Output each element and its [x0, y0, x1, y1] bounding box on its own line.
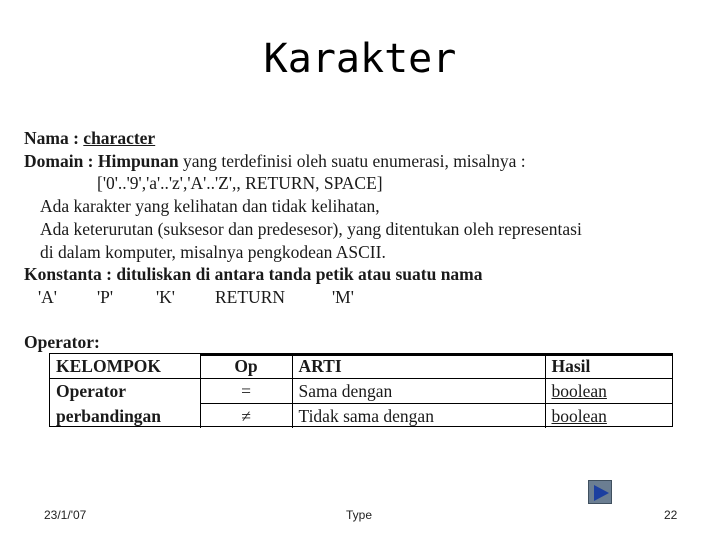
- konstanta-value: 'P': [97, 287, 114, 307]
- next-slide-button[interactable]: [588, 480, 612, 504]
- header-hasil: Hasil: [545, 354, 672, 379]
- konstanta-value: RETURN: [215, 287, 285, 307]
- hasil-cell: boolean: [545, 404, 672, 429]
- header-op: Op: [200, 354, 292, 379]
- group-line-2: perbandingan: [56, 405, 162, 426]
- group-line-1: Operator: [56, 381, 126, 402]
- konstanta-label: Konstanta : dituliskan di antara tanda petik atau suatu nama: [24, 264, 483, 284]
- nama-line: [24, 128, 155, 149]
- operator-table: [49, 353, 673, 427]
- order-line: Ada keterurutan (suksesor dan predesesor), yang ditentukan oleh representasi: [40, 219, 582, 239]
- header-arti: ARTI: [292, 354, 545, 379]
- footer-page-number: 22: [664, 508, 678, 522]
- hasil-cell: boolean: [545, 379, 672, 404]
- nama-value: character: [83, 128, 156, 148]
- footer-center: Type: [346, 508, 373, 522]
- domain-line: [24, 151, 526, 172]
- nama-label: Nama :: [24, 128, 84, 148]
- operator-table-grid: [50, 354, 672, 428]
- header-kelompok: KELOMPOK: [50, 354, 200, 379]
- arti-cell: Sama dengan: [292, 379, 545, 404]
- op-cell: ≠: [200, 404, 292, 429]
- arti-cell: Tidak sama dengan: [292, 404, 545, 429]
- slide-title: Karakter: [263, 36, 457, 82]
- table-row: [50, 379, 672, 404]
- play-next-icon: [592, 484, 610, 502]
- konstanta-value: 'M': [332, 287, 354, 307]
- domain-enum: ['0'..'9','a'..'z','A'..'Z',, RETURN, SPACE]: [97, 173, 383, 193]
- konstanta-value: 'A': [38, 287, 57, 307]
- domain-label: Domain : Himpunan: [24, 151, 179, 171]
- operator-label: Operator:: [24, 332, 100, 352]
- table-header-row: [50, 354, 672, 379]
- ascii-line: di dalam komputer, misalnya pengkodean ASCII.: [40, 242, 386, 262]
- domain-text: yang terdefinisi oleh suatu enumerasi, misalnya :: [178, 151, 526, 171]
- footer-date: 23/1/'07: [44, 508, 87, 522]
- konstanta-value: 'K': [156, 287, 175, 307]
- table-row: [50, 404, 672, 429]
- op-cell: =: [200, 379, 292, 404]
- visible-line: Ada karakter yang kelihatan dan tidak kelihatan,: [40, 196, 380, 216]
